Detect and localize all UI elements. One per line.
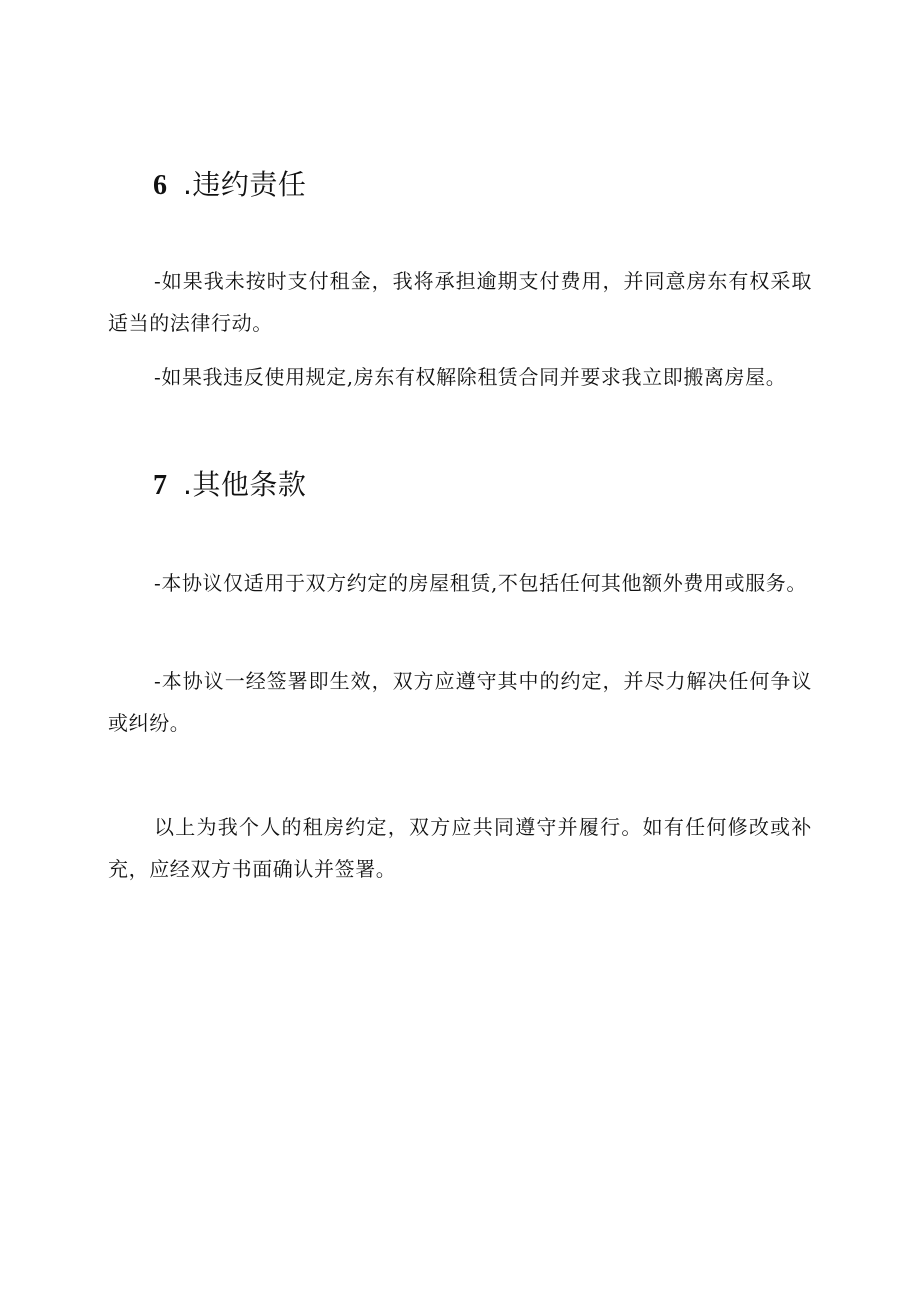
section-7-number: 7 <box>153 470 168 501</box>
section-7-title: .其他条款 <box>183 468 307 501</box>
section-6-title: .违约责任 <box>183 168 307 201</box>
section-7-item-1: -本协议仅适用于双方约定的房屋租赁,不包括任何其他额外费用或服务。 <box>154 571 807 595</box>
section-6-number: 6 <box>153 170 168 201</box>
section-6-item-1: -如果我未按时支付租金，我将承担逾期支付费用，并同意房东有权采取适当的法律行动。 <box>108 269 812 335</box>
closing-paragraph: 以上为我个人的租房约定，双方应共同遵守并履行。如有任何修改或补充，应经双方书面确认并签署。 <box>108 815 812 881</box>
section-7-item-2: -本协议一经签署即生效，双方应遵守其中的约定，并尽力解决任何争议或纠纷。 <box>108 669 812 735</box>
section-7-heading <box>153 468 306 503</box>
section-6-heading <box>153 168 306 203</box>
section-6-item-2: -如果我违反使用规定,房东有权解除租赁合同并要求我立即搬离房屋。 <box>154 365 787 389</box>
